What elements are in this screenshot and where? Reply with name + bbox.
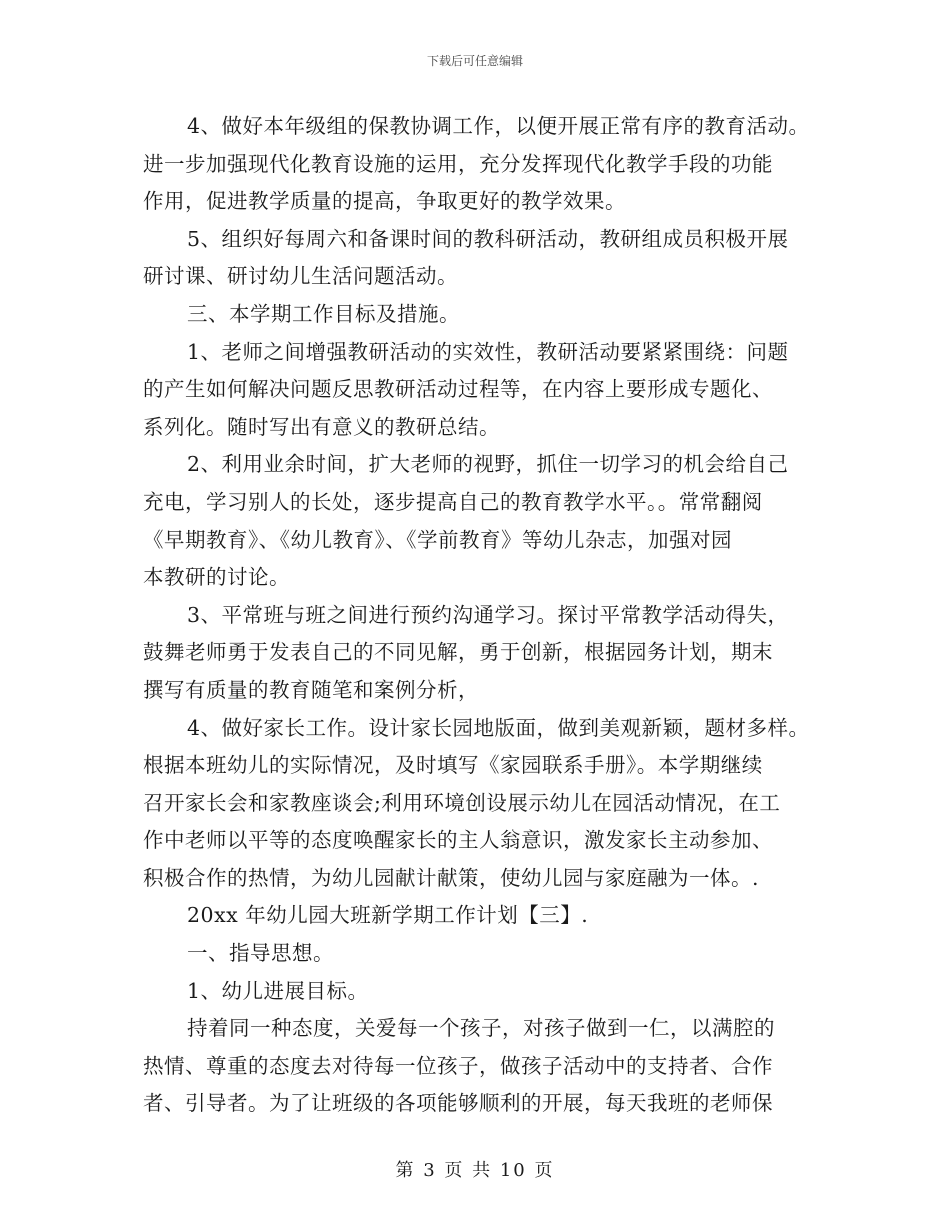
text-line: 《早期教育》、《幼儿教育》、《学前教育》等幼儿杂志，加强对园: [143, 527, 732, 552]
text-line: 5、组织好每周六和备课时间的教科研活动，教研组成员积极开展: [187, 226, 789, 251]
page-number: 第 3 页 共 10 页: [395, 1160, 555, 1181]
text-line: 积极合作的热情，为幼儿园献计献策，使幼儿园与家庭融为一体。.: [143, 865, 760, 890]
text-line: 2、利用业余时间，扩大老师的视野，抓住一切学习的机会给自己: [187, 452, 789, 477]
text-line: 研讨课、研讨幼儿生活问题活动。: [143, 264, 458, 289]
text-line: 充电，学习别人的长处，逐步提高自己的教育教学水平。。常常翻阅: [143, 489, 763, 514]
text-line: 20xx 年幼儿园大班新学期工作计划【三】.: [187, 903, 589, 928]
text-line: 1、幼儿进展目标。: [187, 978, 369, 1003]
text-line: 一、指导思想。: [187, 941, 334, 966]
text-line: 本教研的讨论。: [143, 565, 290, 590]
text-line: 根据本班幼儿的实际情况，及时填写《家园联系手册》。本学期继续: [143, 753, 763, 778]
text-line: 4、做好家长工作。设计家长园地版面，做到美观新颖，题材多样。: [187, 715, 810, 740]
text-line: 进一步加强现代化教育设施的运用，充分发挥现代化教学手段的功能: [143, 151, 773, 176]
document-body: [143, 108, 833, 1123]
text-line: 4、做好本年级组的保教协调工作，以便开展正常有序的教育活动。: [187, 114, 810, 138]
text-line: 3、平常班与班之间进行预约沟通学习。探讨平常教学活动得失，: [187, 602, 789, 627]
text-line: 撰写有质量的教育随笔和案例分析，: [143, 677, 479, 702]
text-line: 鼓舞老师勇于发表自己的不同见解，勇于创新，根据园务计划，期末: [143, 640, 773, 665]
text-line: 作中老师以平等的态度唤醒家长的主人翁意识，激发家长主动参加、: [143, 828, 773, 853]
text-line: 的产生如何解决问题反思教研活动过程等，在内容上要形成专题化、: [143, 377, 773, 402]
page-header: 下载后可任意编辑: [426, 54, 523, 68]
text-line: 热情、尊重的态度去对待每一位孩子，做孩子活动中的支持者、合作: [143, 1053, 773, 1078]
text-line: 系列化。随时写出有意义的教研总结。: [143, 414, 500, 439]
text-line: 三、本学期工作目标及措施。: [187, 301, 460, 326]
text-line: 1、老师之间增强教研活动的实效性，教研活动要紧紧围绕：问题: [187, 339, 789, 364]
text-line: 召开家长会和家教座谈会;利用环境创设展示幼儿在园活动情况，在工: [143, 790, 781, 815]
text-line: 持着同一种态度，关爱每一个孩子，对孩子做到一仁，以满腔的: [187, 1016, 775, 1041]
text-line: 者、引导者。为了让班级的各项能够顺利的开展，每天我班的老师保: [143, 1091, 773, 1116]
text-line: 作用，促进教学质量的提高，争取更好的教学效果。: [143, 189, 626, 214]
